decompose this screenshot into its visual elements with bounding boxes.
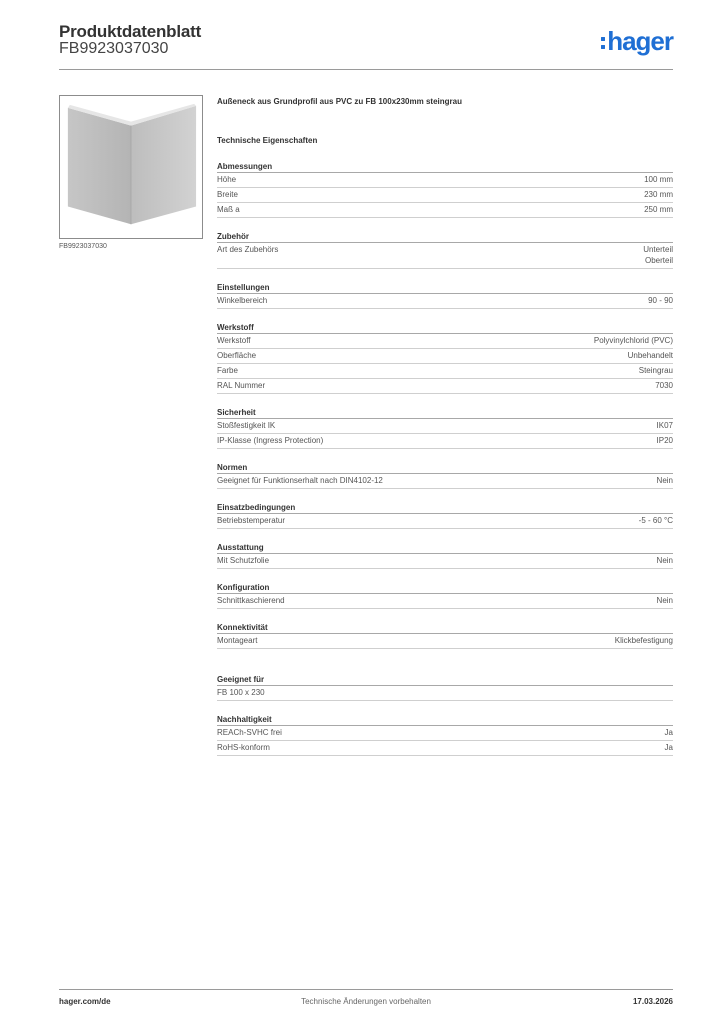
spec-value: 230 mm xyxy=(644,190,673,199)
page-footer xyxy=(59,997,673,1009)
product-image xyxy=(59,95,203,239)
section-konnektivitaet xyxy=(217,622,673,649)
section-geeignet-fuer xyxy=(217,674,673,701)
spec-label: IP-Klasse (Ingress Protection) xyxy=(217,436,324,445)
section-title: Einstellungen xyxy=(217,282,673,294)
spec-value: Nein xyxy=(656,556,673,565)
spec-row xyxy=(217,686,673,701)
spec-label: Art des Zubehörs xyxy=(217,245,279,254)
product-number: FB9923037030 xyxy=(59,40,169,57)
hager-logo xyxy=(601,26,673,56)
section-title: Konnektivität xyxy=(217,622,673,634)
spec-label: Stoßfestigkeit IK xyxy=(217,421,276,430)
spec-value-line: Oberteil xyxy=(644,256,673,265)
spec-value: Ja xyxy=(664,728,673,737)
logo-dots-icon xyxy=(601,37,605,49)
spec-label: Schnittkaschierend xyxy=(217,596,285,605)
spec-row xyxy=(217,203,673,218)
spec-row xyxy=(217,554,673,569)
spec-value: -5 - 60 °C xyxy=(638,516,673,525)
spec-label: Winkelbereich xyxy=(217,296,268,305)
spec-label: Höhe xyxy=(217,175,237,184)
spec-value: Unbehandelt xyxy=(627,351,673,360)
spec-label: Werkstoff xyxy=(217,336,251,345)
spec-value: Steingrau xyxy=(638,366,673,375)
spec-label: Betriebstemperatur xyxy=(217,516,286,525)
section-title: Abmessungen xyxy=(217,161,673,173)
spec-label: Mit Schutzfolie xyxy=(217,556,270,565)
spec-row xyxy=(217,334,673,349)
section-einstellungen xyxy=(217,282,673,309)
spec-label: Montageart xyxy=(217,636,258,645)
section-title: Zubehör xyxy=(217,231,673,243)
spec-value xyxy=(643,244,673,266)
spec-row xyxy=(217,634,673,649)
logo-text: hager xyxy=(607,26,673,56)
spec-row xyxy=(217,474,673,489)
spec-value: Klickbefestigung xyxy=(614,636,673,645)
spec-label: Farbe xyxy=(217,366,238,375)
spec-label: RoHS-konform xyxy=(217,743,270,752)
section-title: Werkstoff xyxy=(217,322,673,334)
footer-date: 17.03.2026 xyxy=(632,997,673,1006)
technical-properties-heading: Technische Eigenschaften xyxy=(217,136,318,145)
page-header xyxy=(59,20,673,70)
spec-value: 250 mm xyxy=(644,205,673,214)
spec-value-line: Unterteil xyxy=(643,245,673,254)
spec-content xyxy=(217,96,673,756)
section-title: Ausstattung xyxy=(217,542,673,554)
spec-row xyxy=(217,514,673,529)
spec-row xyxy=(217,379,673,394)
spec-row xyxy=(217,173,673,188)
spec-row xyxy=(217,594,673,609)
spec-label: REACh-SVHC frei xyxy=(217,728,282,737)
section-title: Konfiguration xyxy=(217,582,673,594)
spec-value: Nein xyxy=(656,596,673,605)
product-description: Außeneck aus Grundprofil aus PVC zu FB 100x230mm steingrau xyxy=(217,97,462,106)
spec-label: RAL Nummer xyxy=(217,381,266,390)
spec-label: Breite xyxy=(217,190,238,199)
spec-value: Nein xyxy=(656,476,673,485)
section-einsatzbedingungen xyxy=(217,502,673,529)
spec-row xyxy=(217,419,673,434)
spec-row xyxy=(217,364,673,379)
section-title: Normen xyxy=(217,462,673,474)
section-title: Geeignet für xyxy=(217,674,673,686)
spec-value: 100 mm xyxy=(644,175,673,184)
section-normen xyxy=(217,462,673,489)
image-caption: FB9923037030 xyxy=(59,243,107,250)
footer-divider xyxy=(59,989,673,990)
section-title: Einsatzbedingungen xyxy=(217,502,673,514)
spec-value: Ja xyxy=(664,743,673,752)
spec-row xyxy=(217,188,673,203)
section-ausstattung xyxy=(217,542,673,569)
spec-label: Oberfläche xyxy=(217,351,257,360)
footer-notice: Technische Änderungen vorbehalten xyxy=(301,997,431,1006)
spec-row xyxy=(217,349,673,364)
spec-row xyxy=(217,434,673,449)
section-title: Sicherheit xyxy=(217,407,673,419)
spec-value: Polyvinylchlorid (PVC) xyxy=(593,336,673,345)
section-sicherheit xyxy=(217,407,673,449)
section-zubehoer xyxy=(217,231,673,269)
spec-value: IP20 xyxy=(656,436,673,445)
spec-label: FB 100 x 230 xyxy=(217,688,265,697)
spec-value: IK07 xyxy=(656,421,673,430)
header-divider xyxy=(59,69,673,70)
product-photo-corner-piece-icon xyxy=(60,96,202,238)
spec-row xyxy=(217,294,673,309)
spec-row xyxy=(217,243,673,269)
document-title: Produktdatenblatt xyxy=(59,22,202,41)
section-nachhaltigkeit xyxy=(217,714,673,756)
section-werkstoff xyxy=(217,322,673,394)
spec-value: 7030 xyxy=(655,381,673,390)
section-abmessungen xyxy=(217,161,673,218)
spec-label: Maß a xyxy=(217,205,240,214)
section-konfiguration xyxy=(217,582,673,609)
spec-row xyxy=(217,741,673,756)
footer-website-link[interactable]: hager.com/de xyxy=(59,997,111,1006)
spec-value: 90 - 90 xyxy=(648,296,673,305)
spec-label: Geeignet für Funktionserhalt nach DIN4102-12 xyxy=(217,476,383,485)
section-title: Nachhaltigkeit xyxy=(217,714,673,726)
spec-row xyxy=(217,726,673,741)
